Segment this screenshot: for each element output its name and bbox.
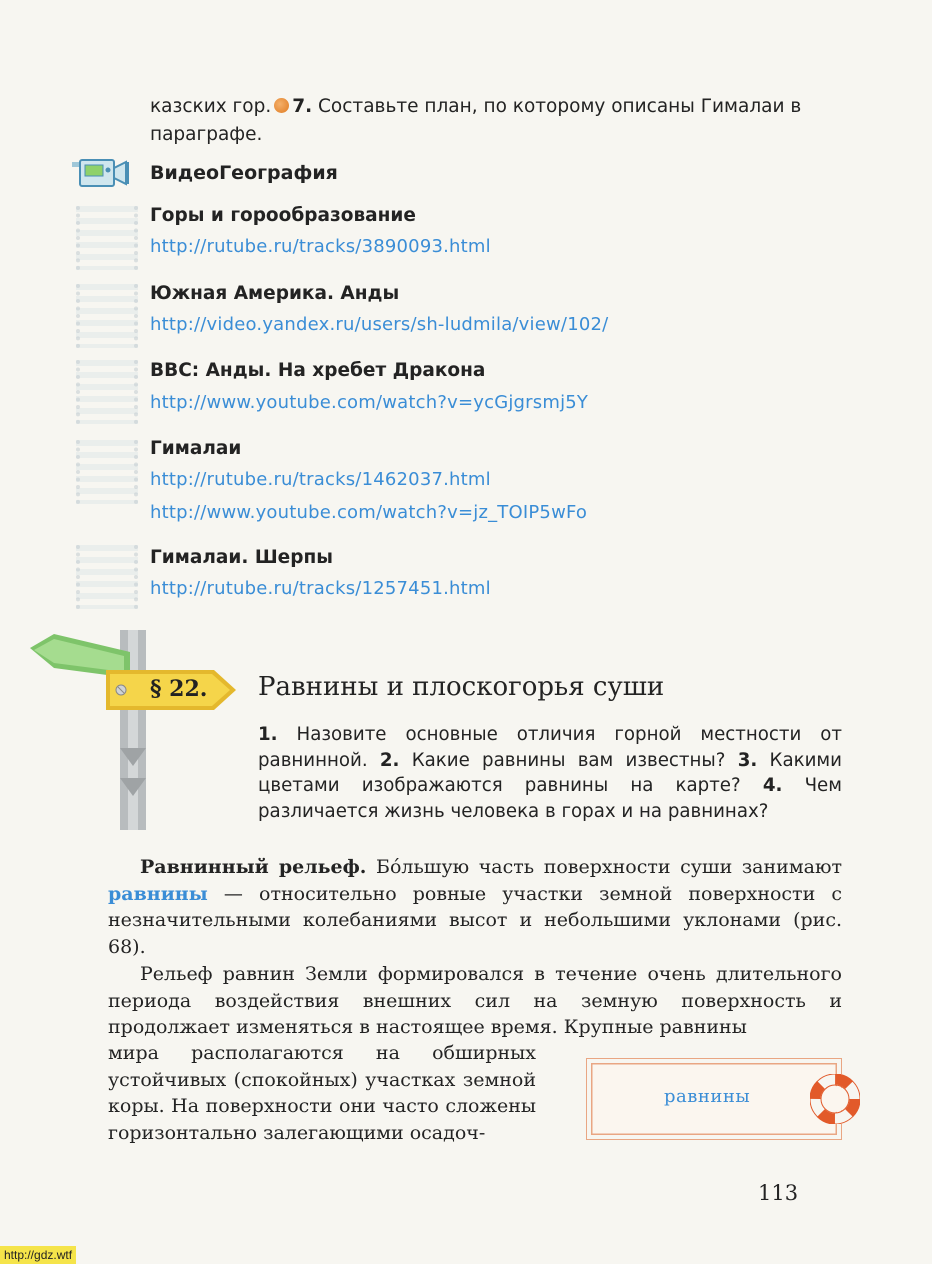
section-number: § 22. [150,676,208,702]
lifebuoy-icon [810,1074,860,1124]
video-camera-icon [68,156,134,192]
question-text: Чем различается жизнь человека в горах и на равнинах? [258,775,842,822]
film-strip-decoration [76,206,138,270]
video-link[interactable]: http://www.youtube.com/watch?v=ycGjgrsmj5Y [150,392,589,413]
video-link[interactable]: http://rutube.ru/tracks/3890093.html [150,236,491,257]
paragraph-heading: Равнинный рельеф. [140,856,367,878]
video-item-title: Южная Америка. Анды [150,283,400,304]
keyword-term: равнины [108,882,208,905]
question-text: Какие равнины вам известны? [411,749,726,771]
video-link[interactable]: http://rutube.ru/tracks/1257451.html [150,578,491,599]
video-link[interactable]: http://video.yandex.ru/users/sh-ludmila/view/102/ [150,314,609,335]
task-number: 7. [292,96,313,117]
video-item-title: Гималаи. Шерпы [150,547,333,568]
body-paragraph: Рельеф равнин Земли формировался в течение очень длительного периода воздействия внешних сил на земную поверхность и продолжает изменяться в настоящее время. Крупные равнины [108,963,842,1038]
section-questions [258,722,842,824]
question-text: Назовите основные отличия горной местности от равнинной. [258,724,842,771]
body-paragraph: мира располагаются на обширных устойчивых (спокойных) участках земной коры. На поверхности они часто сложены горизонтально залегающими осадоч- [108,1042,536,1144]
watermark-link[interactable]: http://gdz.wtf [0,1246,76,1264]
page-number: 113 [758,1181,799,1205]
question-number: 4. [762,775,783,796]
paragraph-text: Составьте план, по которому описаны Гималаи в [318,96,802,117]
paragraph-text: казских гор. [150,96,272,117]
video-geography-title: ВидеоГеография [150,162,338,184]
video-item-title: Гималаи [150,438,242,459]
paragraph-text: — относительно ровные участки земной поверхности с незначительными колебаниями высот и небольшими уклонами (рис. 68). [108,882,842,958]
video-link[interactable]: http://rutube.ru/tracks/1462037.html [150,469,491,490]
question-text: Какими цветами изображаются равнины на карте? [258,749,842,796]
film-strip-decoration [76,284,138,348]
continued-paragraph [150,93,842,149]
question-number: 3. [737,749,758,771]
task-marker-icon [274,98,289,113]
video-item-title: BBC: Анды. На хребет Дракона [150,360,486,381]
paragraph-text: Бóльшую часть поверхности суши занимают [375,856,842,878]
video-item-title: Горы и горообразование [150,205,416,226]
section-title: Равнины и плоскогорья суши [258,672,665,702]
paragraph-text: параграфе. [150,124,263,145]
film-strip-decoration [76,360,138,424]
question-number: 1. [258,724,278,745]
film-strip-decoration [76,440,138,504]
film-strip-decoration [76,545,138,609]
video-link[interactable]: http://www.youtube.com/watch?v=jz_TOIP5wFo [150,502,588,523]
signpost-icon [24,628,244,834]
question-number: 2. [379,749,400,771]
keyword-box-label: равнины [664,1086,751,1107]
body-paragraph [108,854,842,960]
